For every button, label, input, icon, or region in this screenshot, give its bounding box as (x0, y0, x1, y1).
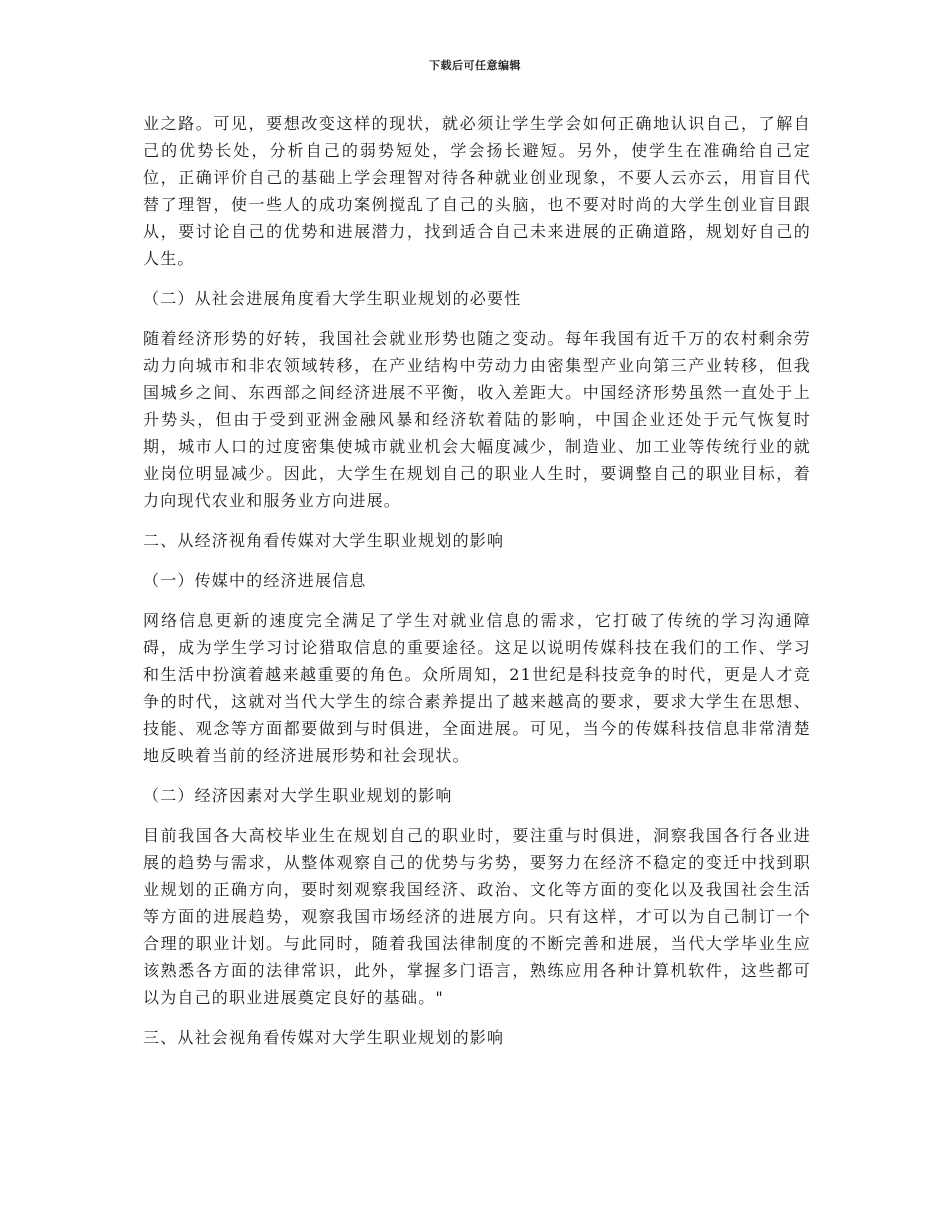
subheading-economic-factors: （二）经济因素对大学生职业规划的影响 (143, 786, 453, 805)
section-heading-economic-perspective: 二、从经济视角看传媒对大学生职业规划的影响 (143, 531, 505, 550)
paragraph-economic-situation: 随着经济形势的好转，我国社会就业形势也随之变动。每年我国有近千万的农村剩余劳动力向城市和非农领域转移，在产业结构中劳动力由密集型产业向第三产业转移，但我国城乡之间、东西部之间经济进展不平衡，收入差距大。中国经济形势虽然一直处于上升势头，但由于受到亚洲金融风暴和经济软着陆的影响，中国企业还处于元气恢复时期，城市人口的过度密集使城市就业机会大幅度减少，制造业、加工业等传统行业的就业岗位明显减少。因此，大学生在规划自己的职业人生时，要调整自己的职业目标，着力向现代农业和服务业方向进展。 (143, 329, 811, 510)
page-header: 下载后可任意编辑 (429, 59, 521, 72)
document-body (143, 110, 811, 1064)
subheading-media-economic-info: （一）传媒中的经济进展信息 (143, 571, 367, 590)
section-heading-social-perspective: 三、从社会视角看传媒对大学生职业规划的影响 (143, 1028, 505, 1047)
paragraph-graduate-planning: 目前我国各大高校毕业生在规划自己的职业时，要注重与时俱进，洞察我国各行各业进展的趋势与需求，从整体观察自己的优势与劣势，要努力在经济不稳定的变迁中找到职业规划的正确方向，要时刻观察我国经济、政治、文化等方面的变化以及我国社会生活等方面的进展趋势，观察我国市场经济的进展方向。只有这样，才可以为自己制订一个合理的职业计划。与此同时，随着我国法律制度的不断完善和进展，当代大学毕业生应该熟悉各方面的法律常识，此外，掌握多门语言，熟练应用各种计算机软件，这些都可以为自己的职业进展奠定良好的基础。" (143, 826, 811, 1007)
paragraph-network-info: 网络信息更新的速度完全满足了学生对就业信息的需求，它打破了传统的学习沟通障碍，成为学生学习讨论猎取信息的重要途径。这足以说明传媒科技在我们的工作、学习和生活中扮演着越来越重要的角色。众所周知，21世纪是科技竞争的时代，更是人才竞争的时代，这就对当代大学生的综合素养提出了越来越高的要求，要求大学生在思想、技能、观念等方面都要做到与时俱进，全面进展。可见，当今的传媒科技信息非常清楚地反映着当前的经济进展形势和社会现状。 (143, 611, 811, 765)
paragraph-intro: 业之路。可见，要想改变这样的现状，就必须让学生学会如何正确地认识自己，了解自己的优势长处，分析自己的弱势短处，学会扬长避短。另外，使学生在准确给自己定位，正确评价自己的基础上学会理智对待各种就业创业现象，不要人云亦云，用盲目代替了理智，使一些人的成功案例搅乱了自己的头脑，也不要对时尚的大学生创业盲目跟从，要讨论自己的优势和进展潜力，找到适合自己未来进展的正确道路，规划好自己的人生。 (143, 114, 811, 268)
subheading-social-development: （二）从社会进展角度看大学生职业规划的必要性 (143, 289, 522, 308)
